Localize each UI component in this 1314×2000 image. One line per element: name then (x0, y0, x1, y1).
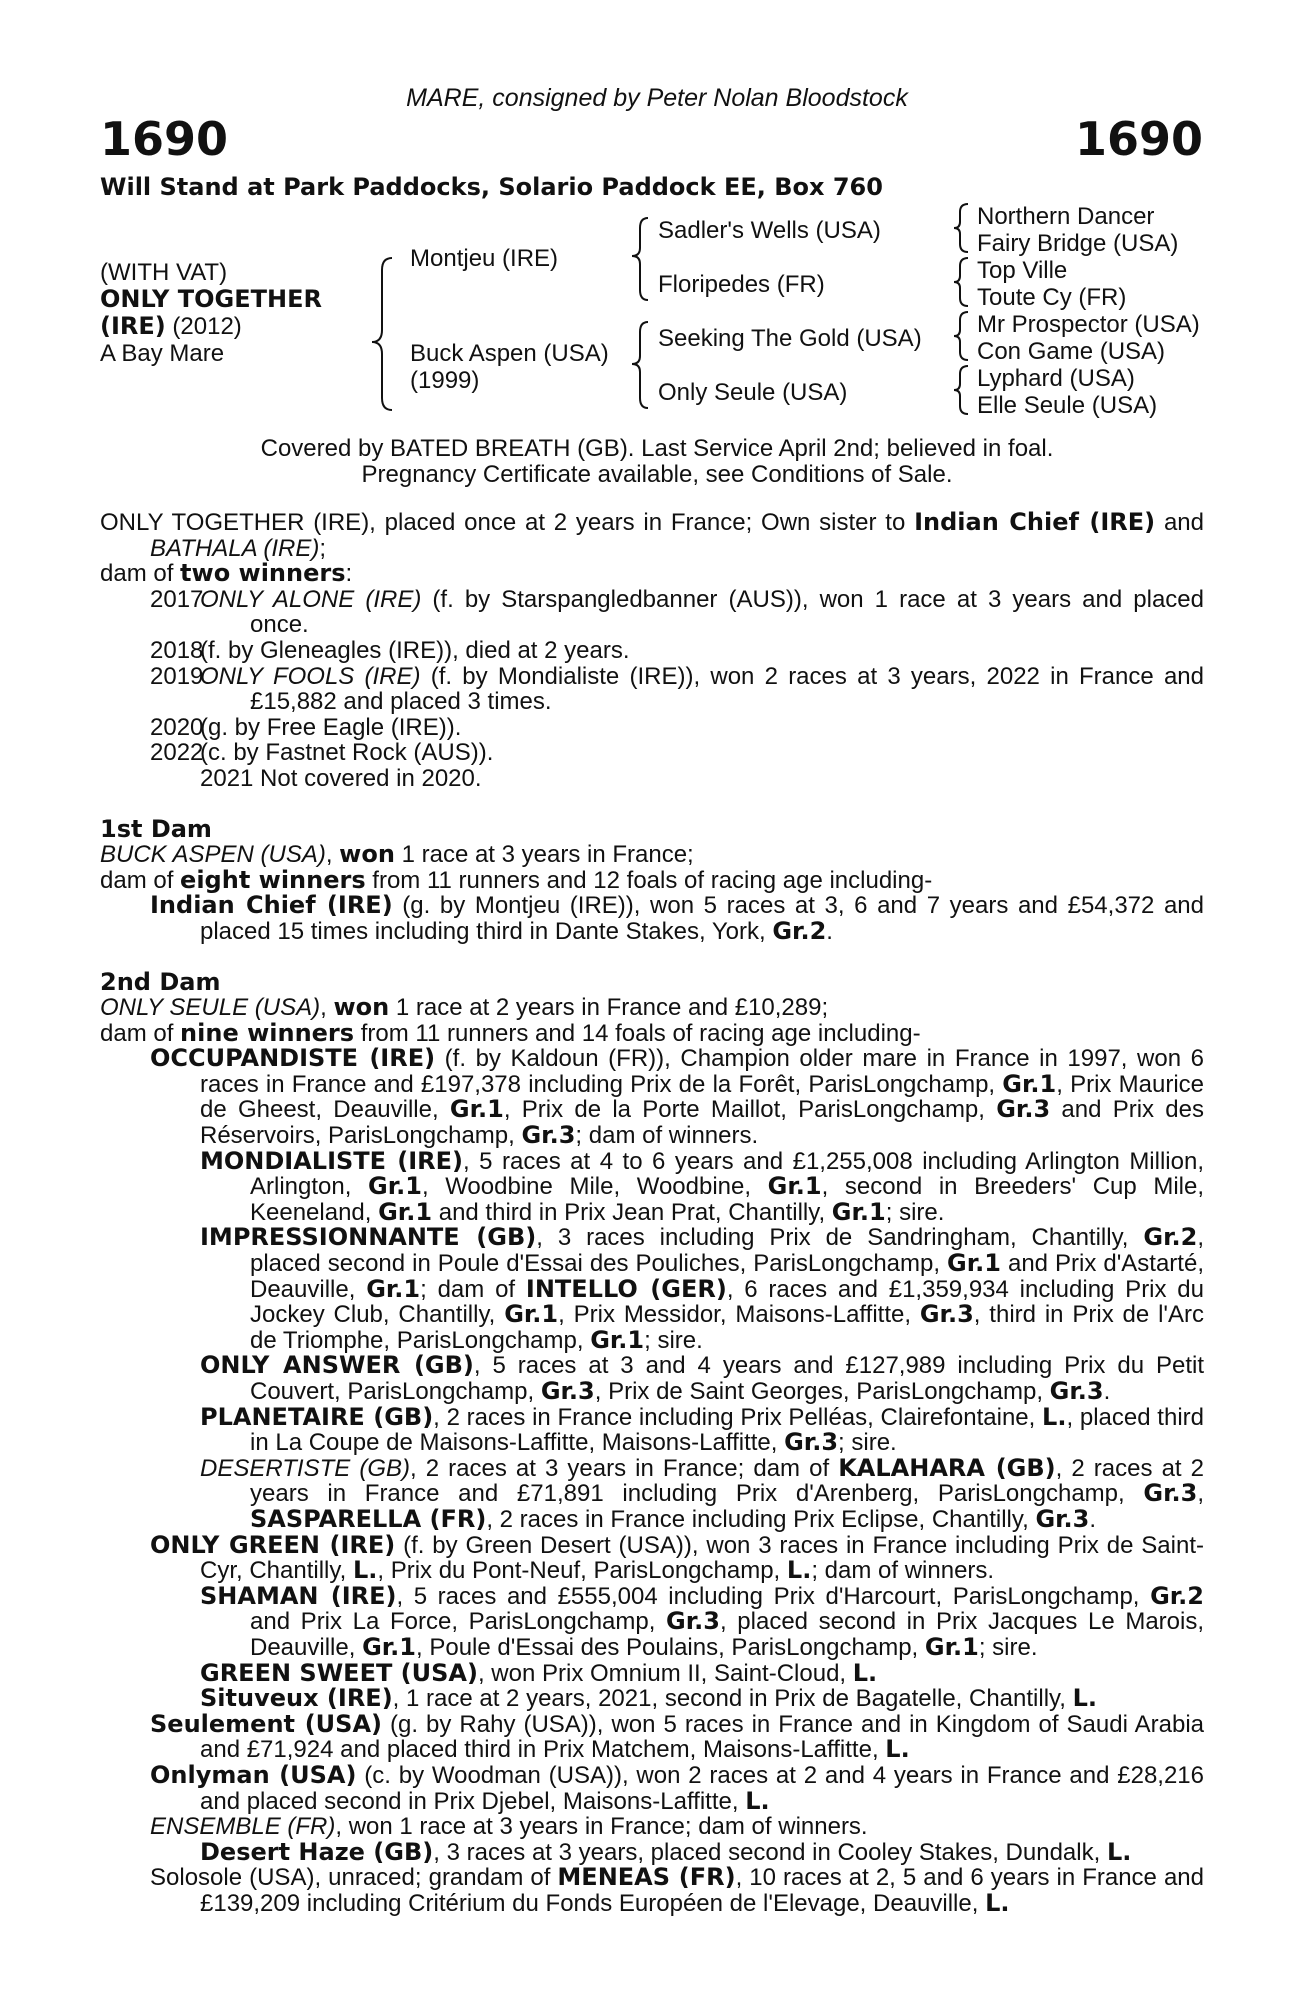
entry-solosole: Solosole (USA), unraced; grandam of MENEAS (FR), 10 races at 2, 5 and 6 years in France and £139,209 including Critérium du Fonds Européen de l'Elevage, Deauville, L. (150, 1863, 1204, 1917)
pedigree-sire-sire: Sadler's Wells (USA) (658, 217, 881, 244)
pedigree-sire: Montjeu (IRE) (410, 245, 559, 272)
catalogue-body (100, 510, 1204, 1916)
entry-situveux: Situveux (IRE), 1 race at 2 years, 2021, second in Prix de Bagatelle, Chantilly, L. (200, 1684, 1098, 1713)
entry-green-sweet: GREEN SWEET (USA), won Prix Omnium II, Saint-Cloud, L. (200, 1658, 878, 1687)
pedigree-g7: Lyphard (USA) (977, 365, 1135, 392)
entry-occupandiste: OCCUPANDISTE (IRE) (f. by Kaldoun (FR)), Champion older mare in France in 1997, won 6 races in France and £197,378 including Prix de la Forêt, ParisLongchamp, Gr.1, Prix Maurice de Gheest, Deauville, Gr.1, Prix de la Porte Maillot, ParisLongchamp, Gr.3 and Prix des Réservoirs, ParisLongchamp, Gr.3; dam of winners. (150, 1044, 1205, 1150)
second-dam-line: ONLY SEULE (USA), won 1 race at 2 years in France and £10,289; (100, 993, 829, 1022)
horse-description: A Bay Mare (100, 340, 225, 367)
entry-shaman: SHAMAN (IRE), 5 races and £555,004 including Prix d'Harcourt, ParisLongchamp, Gr.2 and Prix La Force, ParisLongchamp, Gr.3, placed second in Prix Jacques Le Marois, Deauville, Gr.1, Poule d'Essai des Poulains, ParisLongchamp, Gr.1; sire. (200, 1581, 1204, 1661)
pedigree-dam-year: (1999) (410, 367, 480, 394)
summary-dam-of: dam of two winners: (100, 559, 353, 588)
pedigree-g5: Mr Prospector (USA) (977, 311, 1200, 338)
pedigree-g3: Top Ville (977, 257, 1068, 284)
horse-name: ONLY TOGETHER (100, 285, 322, 313)
second-dam-produce: dam of nine winners from 11 runners and 14 foals of racing age including- (100, 1018, 921, 1047)
lot-number-left: 1690 (100, 112, 229, 166)
produce-list (100, 587, 1204, 792)
produce-row: 2021 Not covered in 2020. (200, 764, 482, 792)
lot-number-right: 1690 (1074, 112, 1203, 166)
entry-impressionnante: IMPRESSIONNANTE (GB), 3 races including Prix de Sandringham, Chantilly, Gr.2, placed second in Poule d'Essai des Pouliches, ParisLongchamp, Gr.1 and Prix d'Astarté, Deauville, Gr.1; dam of INTELLO (GER), 6 races and £1,359,934 including Prix du Jockey Club, Chantilly, Gr.1, Prix Messidor, Maisons-Laffitte, Gr.3, third in Prix de l'Arc de Triomphe, ParisLongchamp, Gr.1; sire. (200, 1223, 1205, 1354)
entry-planetaire: PLANETAIRE (GB), 2 races in France including Prix Pelléas, Clairefontaine, L., placed third in La Coupe de Maisons-Laffitte, Maisons-Laffitte, Gr.3; sire. (200, 1402, 1204, 1457)
brace-dam (632, 322, 648, 408)
first-dam-produce: dam of eight winners from 11 runners and 12 foals of racing age including- (100, 865, 933, 894)
pedigree-sire-dam: Floripedes (FR) (658, 271, 825, 298)
second-dam-heading: 2nd Dam (100, 967, 221, 996)
pedigree-g8: Elle Seule (USA) (977, 392, 1158, 419)
first-dam-line: BUCK ASPEN (USA), won 1 race at 3 years in France; (100, 840, 694, 869)
vat-note: (WITH VAT) (100, 259, 228, 286)
brace-g4 (954, 366, 968, 414)
horse-origin-year: (IRE) (2012) (100, 312, 242, 340)
brace-sire (632, 218, 648, 300)
entry-onlyman: Onlyman (USA) (c. by Woodman (USA)), won 2 races at 2 and 4 years in France and £28,216 and placed second in Prix Djebel, Maisons-Laffitte, L. (150, 1760, 1204, 1815)
summary-paragraph: ONLY TOGETHER (IRE), placed once at 2 years in France; Own sister to Indian Chief (IRE) and BATHALA (IRE); (100, 508, 1204, 562)
entry-seulement: Seulement (USA) (g. by Rahy (USA)), won 5 races in France and in Kingdom of Saudi Arabia and £71,924 and placed third in Prix Matchem, Maisons-Laffitte, L. (150, 1709, 1204, 1764)
entry-ensemble: ENSEMBLE (FR), won 1 race at 3 years in France; dam of winners. (150, 1813, 868, 1841)
entry-only-answer: ONLY ANSWER (GB), 5 races at 3 and 4 years and £127,989 including Prix du Petit Couvert, ParisLongchamp, Gr.3, Prix de Saint Georges, ParisLongchamp, Gr.3. (200, 1351, 1204, 1405)
entry-desertiste: DESERTISTE (GB), 2 races at 3 years in France; dam of KALAHARA (GB), 2 races at 2 years in France and £71,891 including Prix d'Arenberg, ParisLongchamp, Gr.3, SASPARELLA (FR), 2 races in France including Prix Eclipse, Chantilly, Gr.3. (200, 1453, 1204, 1533)
produce-row: 2017 ONLY ALONE (IRE) (f. by Starspangledbanner (AUS)), won 1 race at 3 years and placed once. (150, 585, 1204, 639)
brace-g3 (954, 312, 968, 360)
covering-note: Covered by BATED BREATH (GB). Last Service April 2nd; believed in foal. (260, 435, 1054, 462)
pedigree-g1: Northern Dancer (977, 203, 1155, 230)
entry-mondialiste: MONDIALISTE (IRE), 5 races at 4 to 6 years and £1,255,008 including Arlington Million, Arlington, Gr.1, Woodbine Mile, Woodbine, Gr.1, second in Breeders' Cup Mile, Keeneland, Gr.1 and third in Prix Jean Prat, Chantilly, Gr.1; sire. (200, 1146, 1205, 1226)
pedigree-g6: Con Game (USA) (977, 338, 1166, 365)
brace-g1 (954, 204, 968, 252)
pedigree-dam: Buck Aspen (USA) (410, 340, 609, 367)
pedigree-dam-sire: Seeking The Gold (USA) (658, 325, 922, 352)
entry-desert-haze: Desert Haze (GB), 3 races at 3 years, placed second in Cooley Stakes, Dundalk, L. (200, 1837, 1132, 1866)
brace-horse (372, 258, 392, 410)
produce-row: 2019 ONLY FOOLS (IRE) (f. by Mondialiste (IRE)), won 2 races at 3 years, 2022 in France and £15,882 and placed 3 times. (150, 662, 1204, 716)
pedigree-g4: Toute Cy (FR) (977, 284, 1127, 311)
brace-g2 (954, 258, 968, 306)
first-dam-child: Indian Chief (IRE) (g. by Montjeu (IRE)), won 5 races at 3, 6 and 7 years and £54,372 and placed 15 times including third in Dante Stakes, York, Gr.2. (150, 891, 1204, 945)
first-dam-heading: 1st Dam (100, 814, 212, 843)
produce-row: 2020 (g. by Free Eagle (IRE)). (150, 713, 462, 741)
consignor-line: MARE, consigned by Peter Nolan Bloodstock (406, 84, 908, 112)
entry-only-green: ONLY GREEN (IRE) (f. by Green Desert (USA)), won 3 races in France including Prix de Saint-Cyr, Chantilly, L., Prix du Pont-Neuf, ParisLongchamp, L.; dam of winners. (150, 1530, 1204, 1585)
pedigree-dam-dam: Only Seule (USA) (658, 379, 848, 406)
produce-row: 2022 (c. by Fastnet Rock (AUS)). (150, 739, 494, 767)
produce-row: 2018 (f. by Gleneagles (IRE)), died at 2 years. (150, 636, 630, 664)
pregnancy-note: Pregnancy Certificate available, see Conditions of Sale. (361, 461, 953, 488)
pedigree-g2: Fairy Bridge (USA) (977, 230, 1179, 257)
stand-location: Will Stand at Park Paddocks, Solario Paddock EE, Box 760 (100, 173, 883, 201)
